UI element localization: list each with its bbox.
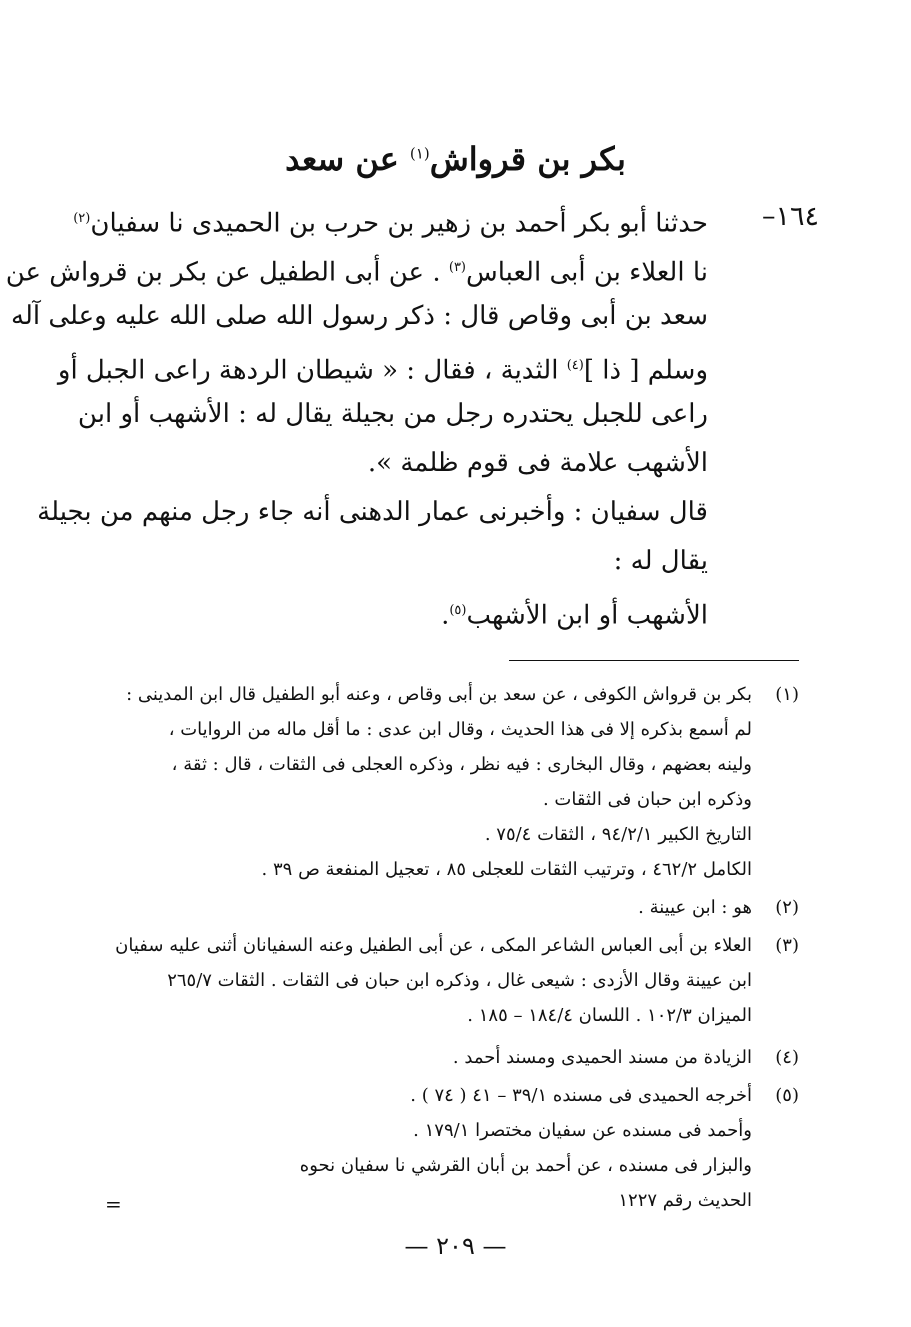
hadith-line-1 <box>73 194 708 243</box>
footnote-ref-5: (٥) <box>449 603 467 618</box>
footnote-line: وذكره ابن حبان فى الثقات . <box>542 789 752 810</box>
hadith-text <box>5 194 708 488</box>
footnote-line: الميزان ١٠٢/٣ . اللسان ١٨٤/٤ – ١٨٥ . <box>467 1005 752 1026</box>
footnote-2 <box>109 890 799 925</box>
footnote-line: هو : ابن عيينة . <box>638 897 752 918</box>
hadith-line-5: راعى للجبل يحتدره رجل من بجيلة يقال له : الأشهب أو ابن <box>77 399 708 429</box>
footnote-number: (١) <box>775 684 799 705</box>
title-text-before-note: بكر بن قرواش <box>429 140 626 178</box>
sufyan-line-2: يقال له : <box>613 546 708 576</box>
footnote-4 <box>109 1040 799 1075</box>
footnote-line: العلاء بن أبى العباس الشاعر المكى ، عن أبى الطفيل وعنه السفيانان أثنى عليه سفيان <box>115 935 752 956</box>
footnote-line: ابن عيينة وقال الأزدى : شيعى غال ، وذكره ابن حبان فى الثقات . الثقات ٢٦٥/٧ <box>167 970 752 991</box>
footnote-line: الكامل ٤٦٢/٢ ، وترتيب الثقات للعجلى ٨٥ ، تعجيل المنفعة ص ٣٩ . <box>261 859 752 880</box>
footnote-5 <box>109 1078 799 1218</box>
sufyan-line-3 <box>108 586 708 635</box>
footnote-line: وأحمد فى مسنده عن سفيان مختصرا ١٧٩/١ . <box>413 1120 752 1141</box>
sufyan-line-3-part1: الأشهب أو ابن الأشهب <box>466 600 708 631</box>
footnote-ref-3: (٣) <box>448 260 466 275</box>
footnote-line: التاريخ الكبير ٩٤/٢/١ ، الثقات ٧٥/٤ . <box>484 824 752 845</box>
continuation-mark: = <box>105 1192 122 1216</box>
footnote-line: والبزار فى مسنده ، عن أحمد بن أبان القرشي نا سفيان نحوه <box>299 1155 752 1176</box>
footnote-number: (٣) <box>775 935 799 956</box>
footnote-line: الزيادة من مسند الحميدى ومسند أحمد . <box>452 1047 752 1068</box>
footnote-ref-2: (٢) <box>73 211 91 226</box>
footnote-number: (٢) <box>775 897 799 918</box>
sufyan-report <box>37 488 708 635</box>
footnote-line: أخرجه الحميدى فى مسنده ٣٩/١ – ٤١ ( ٧٤ ) . <box>410 1085 752 1106</box>
footnote-3 <box>109 928 799 1033</box>
footnote-line: الحديث رقم ١٢٢٧ <box>618 1190 752 1211</box>
footnote-line: بكر بن قرواش الكوفى ، عن سعد بن أبى وقاص ، وعنه أبو الطفيل قال ابن المدينى : <box>126 684 752 705</box>
footnote-line: لم أسمع بذكره إلا فى هذا الحديث ، وقال ابن عدى : ما أقل ماله من الروايات ، <box>168 719 752 740</box>
footnote-number: (٤) <box>775 1047 799 1068</box>
hadith-line-1-text: حدثنا أبو بكر أحمد بن زهير بن حرب بن الحميدى نا سفيان <box>90 208 708 239</box>
hadith-line-2 <box>5 243 708 292</box>
hadith-number: ١٦٤– <box>761 201 819 232</box>
hadith-line-4 <box>57 341 708 390</box>
sufyan-line-1: قال سفيان : وأخبرنى عمار الدهنى أنه جاء رجل منهم من بجيلة <box>37 497 708 527</box>
hadith-line-3: سعد بن أبى وقاص قال : ذكر رسول الله صلى الله عليه وعلى آله <box>11 301 708 331</box>
footnote-separator <box>509 660 799 661</box>
footnote-1 <box>109 677 799 887</box>
hadith-line-6: الأشهب علامة فى قوم ظلمة ». <box>367 448 708 478</box>
footnote-line: ولينه بعضهم ، وقال البخارى : فيه نظر ، وذكره العجلى فى الثقات ، قال : ثقة ، <box>171 754 752 775</box>
footnote-number: (٥) <box>775 1085 799 1106</box>
hadith-line-4-part2: الثدية ، فقال : « شيطان الردهة راعى الجبل أو <box>57 355 567 386</box>
title-footnote-ref: (١) <box>409 144 430 163</box>
page-number: — ٢٠٩ — <box>404 1232 507 1260</box>
title-text-after-note: عن سعد <box>285 140 410 178</box>
hadith-line-4-part1: وسلم [ ذا ] <box>583 355 708 386</box>
hadith-line-2-part1: نا العلاء بن أبى العباس <box>466 257 708 288</box>
footnote-ref-4: (٤) <box>566 358 584 373</box>
sufyan-line-3-part2: . <box>441 600 450 631</box>
chapter-title <box>0 140 911 178</box>
hadith-line-2-part2: . عن أبى الطفيل عن بكر بن قرواش عن <box>5 257 449 288</box>
